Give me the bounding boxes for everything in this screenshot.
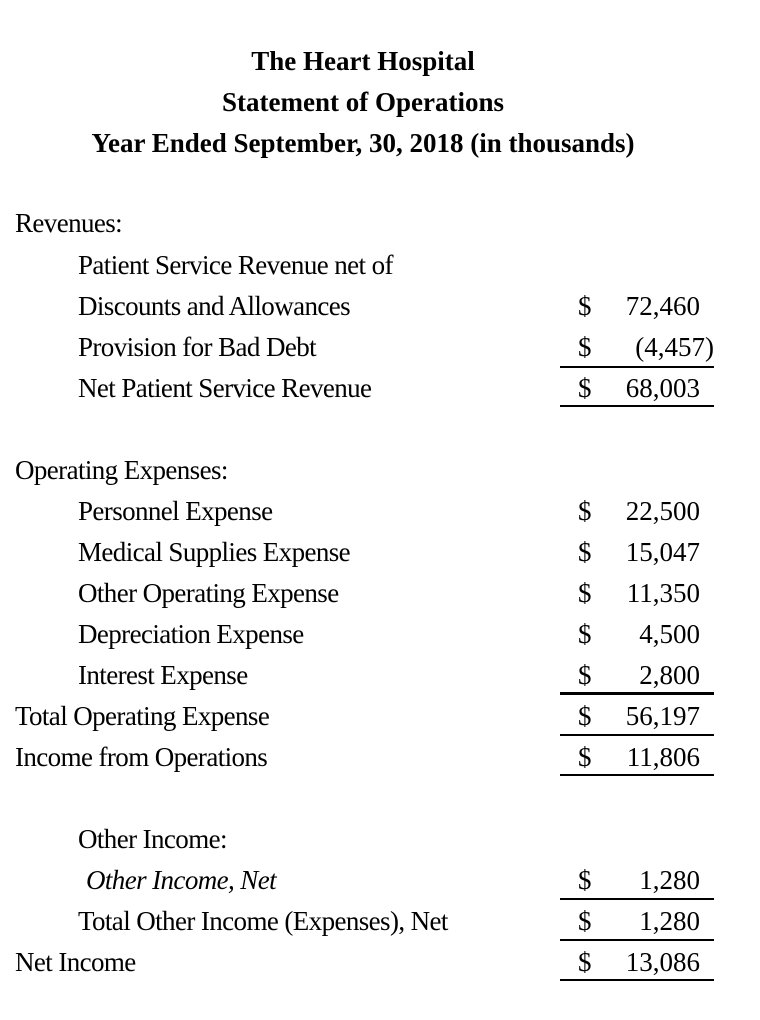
total-rule xyxy=(560,979,714,981)
currency-symbol: $ xyxy=(578,537,592,567)
amount-value: 15,047 xyxy=(625,537,700,567)
currency-symbol: $ xyxy=(578,332,592,362)
amount-value: 11,350 xyxy=(626,578,700,608)
currency-symbol: $ xyxy=(578,291,592,321)
amount-value: 22,500 xyxy=(625,496,700,526)
currency-symbol: $ xyxy=(578,619,592,649)
amount-value: 72,460 xyxy=(625,291,700,321)
currency-symbol: $ xyxy=(578,742,592,772)
patient-service-revenue-label-line2: Discounts and Allowances xyxy=(78,291,351,321)
currency-symbol: $ xyxy=(578,660,592,690)
medical-supplies-expense-label: Medical Supplies Expense xyxy=(78,537,351,567)
currency-symbol: $ xyxy=(578,496,592,526)
statement-title: Statement of Operations xyxy=(222,87,504,117)
other-operating-expense-label: Other Operating Expense xyxy=(78,578,339,608)
bad-debt-label: Provision for Bad Debt xyxy=(78,332,317,362)
operating-expenses-heading: Operating Expenses: xyxy=(15,455,228,485)
patient-service-revenue-label-line1: Patient Service Revenue net of xyxy=(78,250,393,280)
net-income-label: Net Income xyxy=(15,947,136,977)
amount-value: 11,806 xyxy=(626,742,700,772)
total-rule xyxy=(560,774,714,776)
amount-value: 4,500 xyxy=(639,619,700,649)
amount-value: 2,800 xyxy=(639,660,700,690)
personnel-expense-label: Personnel Expense xyxy=(78,496,273,526)
currency-symbol: $ xyxy=(578,865,592,895)
income-from-operations-label: Income from Operations xyxy=(15,742,268,772)
total-rule xyxy=(560,405,714,407)
currency-symbol: $ xyxy=(578,701,592,731)
other-income-heading: Other Income: xyxy=(78,824,227,854)
currency-symbol: $ xyxy=(578,578,592,608)
interest-expense-label: Interest Expense xyxy=(78,660,248,690)
currency-symbol: $ xyxy=(578,906,592,936)
amount-value: 56,197 xyxy=(625,701,700,731)
amount-value: 1,280 xyxy=(639,906,700,936)
net-patient-revenue-label: Net Patient Service Revenue xyxy=(78,373,372,403)
total-operating-expense-label: Total Operating Expense xyxy=(15,701,270,731)
amount-value: (4,457) xyxy=(635,332,714,362)
revenues-heading: Revenues: xyxy=(15,208,123,238)
total-other-income-label: Total Other Income (Expenses), Net xyxy=(78,906,448,936)
amount-value: 1,280 xyxy=(639,865,700,895)
total-rule xyxy=(560,734,714,736)
other-income-net-label: Other Income, Net xyxy=(86,865,276,895)
subtotal-rule xyxy=(560,898,714,900)
statement-period: Year Ended September, 30, 2018 (in thousands) xyxy=(91,128,635,158)
depreciation-expense-label: Depreciation Expense xyxy=(78,619,304,649)
amount-value: 68,003 xyxy=(625,373,700,403)
hospital-name: The Heart Hospital xyxy=(251,46,475,76)
subtotal-rule xyxy=(560,692,714,695)
currency-symbol: $ xyxy=(578,947,592,977)
subtotal-rule xyxy=(560,939,714,941)
currency-symbol: $ xyxy=(578,373,592,403)
subtotal-rule xyxy=(560,366,714,368)
amount-value: 13,086 xyxy=(625,947,700,977)
